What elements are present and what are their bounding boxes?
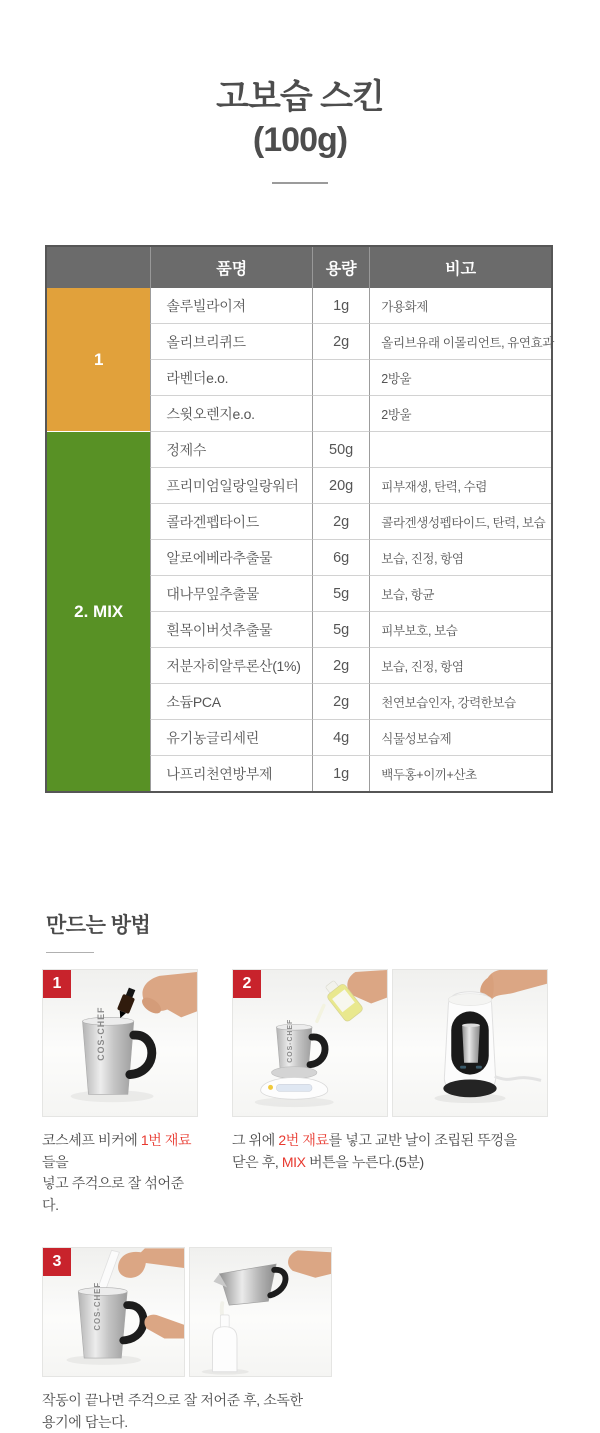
step3-badge: 3 <box>43 1248 71 1276</box>
page-title: 고보습 스킨 <box>216 78 384 116</box>
ingredient-name: 저분자히알루론산(1%) <box>150 647 312 683</box>
header-amount: 용량 <box>312 247 369 288</box>
ingredient-amount: 2g <box>312 683 369 719</box>
ingredient-amount: 2g <box>312 647 369 683</box>
ingredient-note: 천연보습인자, 강력한보습 <box>369 683 551 719</box>
ingredient-note: 피부보호, 보습 <box>369 611 551 647</box>
steps-row-1 <box>42 969 600 1216</box>
ingredient-note: 보습, 항균 <box>369 575 551 611</box>
ingredient-note: 올리브유래 이몰리언트, 유연효과 <box>369 323 551 359</box>
caption-text: 닫은 후, <box>232 1153 282 1170</box>
pour-into-bottle-illustration <box>190 1248 331 1376</box>
ingredient-note: 콜라겐생성펩타이드, 탄력, 보습 <box>369 503 551 539</box>
page-title-weight: (100g) <box>252 121 348 159</box>
ingredient-name: 스윗오렌지e.o. <box>150 395 312 431</box>
step2-photo-mixer <box>392 969 548 1117</box>
table-header-row <box>47 247 551 288</box>
step2-badge: 2 <box>233 970 261 998</box>
method-heading-underline <box>46 952 94 953</box>
header-section-cell <box>47 247 150 288</box>
ingredient-amount: 6g <box>312 539 369 575</box>
ingredient-name: 프리미엄일랑일랑워터 <box>150 467 312 503</box>
ingredient-amount: 4g <box>312 719 369 755</box>
caption-text: 를 넣고 교반 날이 조립된 뚜껑을 <box>328 1132 517 1148</box>
ingredient-name: 나프리천연방부제 <box>150 755 312 791</box>
caption-text: 들을 <box>42 1153 69 1170</box>
ingredient-amount: 5g <box>312 611 369 647</box>
step-2 <box>232 969 548 1216</box>
ingredient-name: 소듐PCA <box>150 683 312 719</box>
caption-text: 버튼을 누른다.(5분) <box>305 1153 424 1170</box>
header-name: 품명 <box>150 247 312 288</box>
section-1-label: 1 <box>47 288 150 431</box>
ingredient-note: 2방울 <box>369 395 551 431</box>
ingredient-name: 솔루빌라이져 <box>150 288 312 323</box>
method-heading: 만드는 방법 <box>46 914 151 937</box>
step1-caption <box>42 1130 198 1216</box>
ingredient-name: 라벤더e.o. <box>150 359 312 395</box>
caption-text: 그 위에 <box>232 1132 279 1148</box>
ingredient-name: 정제수 <box>150 431 312 467</box>
steps-row-2 <box>42 1247 600 1433</box>
ingredient-note: 가용화제 <box>369 288 551 323</box>
ingredient-note <box>369 431 551 467</box>
caption-highlight: 1번 재료 <box>140 1132 192 1148</box>
ingredient-amount: 1g <box>312 755 369 791</box>
ingredient-amount: 1g <box>312 288 369 323</box>
step2-photo-scale <box>232 969 388 1117</box>
ingredient-note: 백두홍+이끼+산초 <box>369 755 551 791</box>
ingredient-note: 2방울 <box>369 359 551 395</box>
mixer-machine-illustration <box>393 970 547 1116</box>
ingredient-amount: 2g <box>312 503 369 539</box>
caption-text: 코스셰프 비커에 <box>42 1132 141 1148</box>
table-row <box>47 288 551 323</box>
ingredient-name: 올리브리퀴드 <box>150 323 312 359</box>
step2-photos <box>232 969 548 1117</box>
ingredient-note: 보습, 진정, 항염 <box>369 539 551 575</box>
ingredient-note: 보습, 진정, 항염 <box>369 647 551 683</box>
ingredient-amount: 5g <box>312 575 369 611</box>
caption-highlight: MIX <box>281 1153 306 1170</box>
ingredient-amount <box>312 359 369 395</box>
ingredient-name: 알로에베라추출물 <box>150 539 312 575</box>
ingredient-name: 콜라겐펩타이드 <box>150 503 312 539</box>
ingredient-note: 피부재생, 탄력, 수렴 <box>369 467 551 503</box>
caption-text: 작동이 끝나면 주걱으로 잘 저어준 후, 소독한 <box>42 1392 303 1408</box>
ingredient-name: 대나무잎추출물 <box>150 575 312 611</box>
ingredient-name: 유기농글리세린 <box>150 719 312 755</box>
step3-caption <box>42 1390 332 1433</box>
caption-text: 넣고 주걱으로 잘 섞어준다. <box>42 1175 184 1213</box>
step3-photos <box>42 1247 332 1377</box>
step-3 <box>42 1247 332 1433</box>
ingredient-name: 흰목이버섯추출물 <box>150 611 312 647</box>
table-row <box>47 431 551 467</box>
caption-text: 용기에 담는다. <box>42 1413 128 1430</box>
title-divider <box>272 182 328 184</box>
step1-badge: 1 <box>43 970 71 998</box>
beaker-brand-text: COS-CHEF <box>92 1281 102 1331</box>
step-1 <box>42 969 198 1216</box>
caption-highlight: 2번 재료 <box>278 1132 329 1148</box>
ingredient-amount: 2g <box>312 323 369 359</box>
step3-photo-pour <box>189 1247 332 1377</box>
title-block <box>0 0 600 184</box>
ingredient-amount <box>312 395 369 431</box>
beaker-brand-text: COS-CHEF <box>287 1018 295 1063</box>
step3-photo-stir <box>42 1247 185 1377</box>
ingredient-amount: 50g <box>312 431 369 467</box>
section-2-label: 2. MIX <box>47 431 150 791</box>
step2-caption <box>232 1130 548 1173</box>
beaker-brand-text: COS-CHEF <box>96 1006 107 1061</box>
ingredient-note: 식물성보습제 <box>369 719 551 755</box>
ingredient-table <box>45 245 553 793</box>
header-note: 비고 <box>369 247 551 288</box>
step1-photo <box>42 969 198 1117</box>
ingredient-amount: 20g <box>312 467 369 503</box>
